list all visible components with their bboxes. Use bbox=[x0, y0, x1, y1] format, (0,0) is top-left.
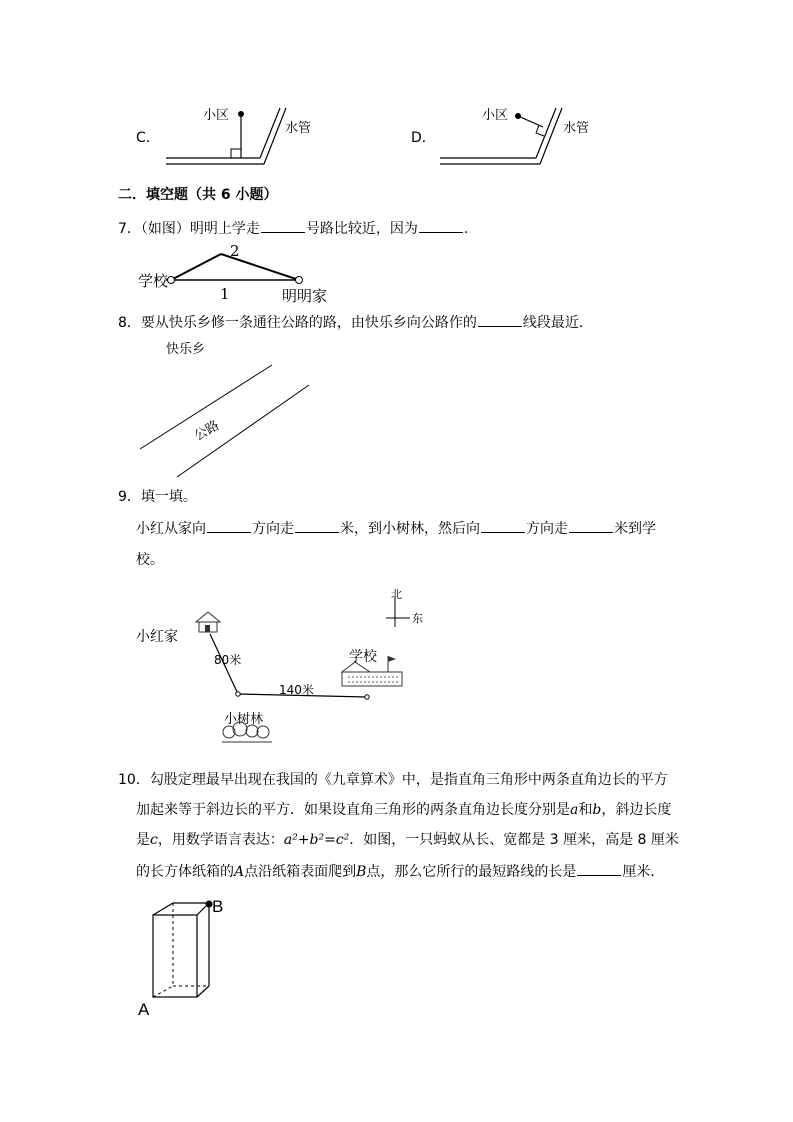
q7-route-2-label: 2 bbox=[230, 242, 240, 260]
option-d-water-pipe: 水管 bbox=[563, 121, 590, 136]
q9-school-label: 学校 bbox=[349, 649, 377, 665]
question-8 bbox=[118, 312, 593, 333]
q7-blank-2[interactable] bbox=[419, 218, 463, 233]
q10-var-c: c bbox=[150, 832, 158, 848]
q9-l1-d: 方向走 bbox=[526, 521, 568, 537]
q10-line-2 bbox=[136, 800, 671, 820]
q9-line-2: 校。 bbox=[136, 552, 164, 568]
q10-l4-a: 的长方体纸箱的 bbox=[136, 864, 234, 880]
q10-point-b-label: B bbox=[212, 897, 224, 916]
q10-l2-b: ，斜边长度 bbox=[601, 802, 672, 818]
option-d-label: D． bbox=[411, 130, 436, 146]
q10-l3-b: ，用数学语言表达： bbox=[157, 832, 284, 848]
q10-formula: a²+b²=c² bbox=[283, 832, 350, 848]
option-c-community: 小区 bbox=[203, 108, 230, 123]
q8-road-diagram bbox=[138, 360, 313, 485]
q8-text-a: 8．要从快乐乡修一条通往公路的路，由快乐乡向公路作的 bbox=[118, 315, 477, 331]
q9-home-label: 小红家 bbox=[136, 629, 178, 645]
q9-l1-c: 米，到小树林，然后向 bbox=[340, 521, 480, 537]
q9-blank-1[interactable] bbox=[207, 518, 251, 533]
q9-blank-3[interactable] bbox=[481, 518, 525, 533]
q10-line-1: 10．勾股定理最早出现在我国的《九章算术》中，是指直角三角形中两条直角边长的平方 bbox=[118, 772, 668, 788]
q10-line-3 bbox=[136, 830, 679, 850]
q9-l1-a: 小红从家向 bbox=[136, 521, 206, 537]
q7-text-b: 号路比较近，因为 bbox=[305, 221, 418, 237]
q7-blank-1[interactable] bbox=[261, 218, 305, 233]
q10-var-a: a bbox=[570, 802, 579, 818]
q8-village-label: 快乐乡 bbox=[166, 342, 206, 357]
q9-woods-label: 小树林 bbox=[224, 712, 264, 727]
q10-and: 和 bbox=[578, 802, 593, 818]
q10-blank[interactable] bbox=[577, 861, 621, 876]
q8-text-b: 线段最近． bbox=[522, 315, 593, 331]
option-c-figure bbox=[160, 100, 320, 176]
q10-var-B: B bbox=[356, 864, 367, 880]
q9-dist-1-label: 80米 bbox=[214, 653, 242, 667]
q7-school-label: 学校 bbox=[138, 272, 169, 290]
option-c-water-pipe: 水管 bbox=[285, 121, 312, 136]
q10-l3-a: 是 bbox=[136, 832, 150, 848]
q10-l2-a: 加起来等于斜边长的平方．如果设直角三角形的两条直角边长度分别是 bbox=[136, 802, 570, 818]
q8-blank[interactable] bbox=[478, 312, 522, 327]
q8-road-label: 公路 bbox=[191, 418, 223, 445]
q10-l4-b: 点沿纸箱表面爬到 bbox=[244, 864, 357, 880]
house-icon bbox=[196, 612, 220, 632]
q9-blank-2[interactable] bbox=[295, 518, 339, 533]
q9-l1-e: 米到学 bbox=[614, 521, 656, 537]
q7-route-diagram bbox=[165, 245, 315, 290]
q10-var-A: A bbox=[234, 864, 245, 880]
q9-l1-b: 方向走 bbox=[252, 521, 294, 537]
q10-l4-d: 厘米． bbox=[622, 864, 665, 880]
q7-route-1-label: 1 bbox=[220, 285, 230, 303]
q9-line-1 bbox=[136, 518, 656, 539]
q7-text-a: 7．（如图）明明上学走 bbox=[118, 221, 260, 237]
q9-east-label: 东 bbox=[412, 612, 423, 625]
q10-point-a-label: A bbox=[138, 1000, 150, 1019]
q10-line-4 bbox=[136, 861, 664, 882]
q9-north-label: 北 bbox=[391, 588, 402, 601]
option-d-community: 小区 bbox=[482, 108, 509, 123]
q10-var-b: b bbox=[592, 802, 602, 818]
section-title: 二．填空题（共 6 小题） bbox=[118, 187, 278, 203]
q7-text-c: . bbox=[463, 221, 469, 237]
q10-l4-c: 点，那么它所行的最短路线的长是 bbox=[366, 864, 577, 880]
q10-l3-c: ．如图，一只蚂蚁从长、宽都是 3 厘米，高是 8 厘米 bbox=[349, 832, 679, 848]
question-7 bbox=[118, 218, 468, 239]
q9-dist-2-label: 140米 bbox=[279, 683, 314, 697]
option-d-figure bbox=[436, 100, 596, 176]
q9-blank-4[interactable] bbox=[569, 518, 613, 533]
q9-map bbox=[130, 582, 430, 757]
q7-home-label: 明明家 bbox=[282, 287, 328, 305]
q9-title: 9．填一填。 bbox=[118, 489, 197, 505]
option-c-label: C． bbox=[136, 130, 160, 146]
